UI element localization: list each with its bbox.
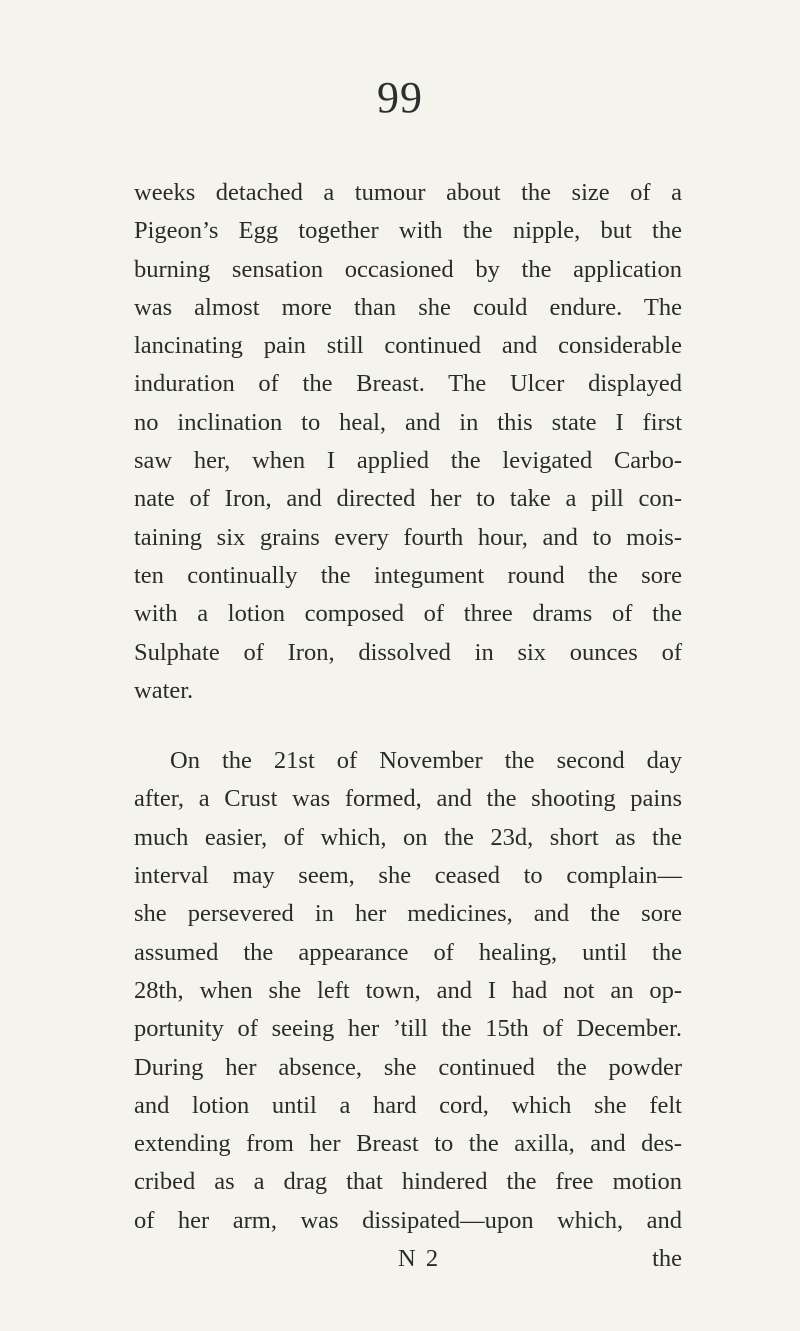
text-line: of her arm, was dissipated—upon which, and <box>134 1206 682 1234</box>
text-line: taining six grains every fourth hour, and to mois- <box>134 523 682 551</box>
text-line: no inclination to heal, and in this state I first <box>134 408 682 436</box>
text-line: saw her, when I applied the levigated Carbo- <box>134 447 682 475</box>
text-line: was almost more than she could endure. The <box>134 293 682 321</box>
text-line: interval may seem, she ceased to complain— <box>134 862 682 890</box>
text-line: and lotion until a hard cord, which she felt <box>134 1091 682 1119</box>
paragraph-1 <box>134 174 682 710</box>
text-line: Pigeon’s Egg together with the nipple, but the <box>134 217 682 245</box>
paragraph-2 <box>134 742 682 1240</box>
text-line: assumed the appearance of healing, until the <box>134 938 682 966</box>
catchword: the <box>652 1245 682 1273</box>
text-line: During her absence, she continued the powder <box>134 1053 682 1081</box>
text-line: nate of Iron, and directed her to take a pill con- <box>134 485 682 513</box>
text-line: extending from her Breast to the axilla, and des- <box>134 1130 682 1158</box>
body-text <box>134 174 682 1278</box>
paragraph-gap <box>134 710 682 742</box>
text-line: portunity of seeing her ’till the 15th of December. <box>134 1015 682 1043</box>
text-line: ten continually the integument round the sore <box>134 561 682 589</box>
text-line: she persevered in her medicines, and the sore <box>134 900 682 928</box>
signature-mark: N 2 <box>398 1245 441 1273</box>
text-line: weeks detached a tumour about the size of a <box>134 179 682 206</box>
text-line: Sulphate of Iron, dissolved in six ounces of <box>134 638 682 666</box>
page-number: 99 <box>377 73 423 122</box>
text-line: 28th, when she left town, and I had not an op- <box>134 976 682 1004</box>
page-footer <box>134 1240 682 1278</box>
text-line: On the 21st of November the second day <box>170 747 682 775</box>
text-line: cribed as a drag that hindered the free motion <box>134 1168 682 1196</box>
text-line: water. <box>134 676 194 704</box>
text-line: lancinating pain still continued and considerable <box>134 332 682 360</box>
text-line: after, a Crust was formed, and the shooting pains <box>134 785 682 813</box>
text-line: with a lotion composed of three drams of the <box>134 600 682 628</box>
text-line: induration of the Breast. The Ulcer displayed <box>134 370 682 398</box>
text-line: much easier, of which, on the 23d, short as the <box>134 823 682 851</box>
text-line: burning sensation occasioned by the application <box>134 255 682 283</box>
